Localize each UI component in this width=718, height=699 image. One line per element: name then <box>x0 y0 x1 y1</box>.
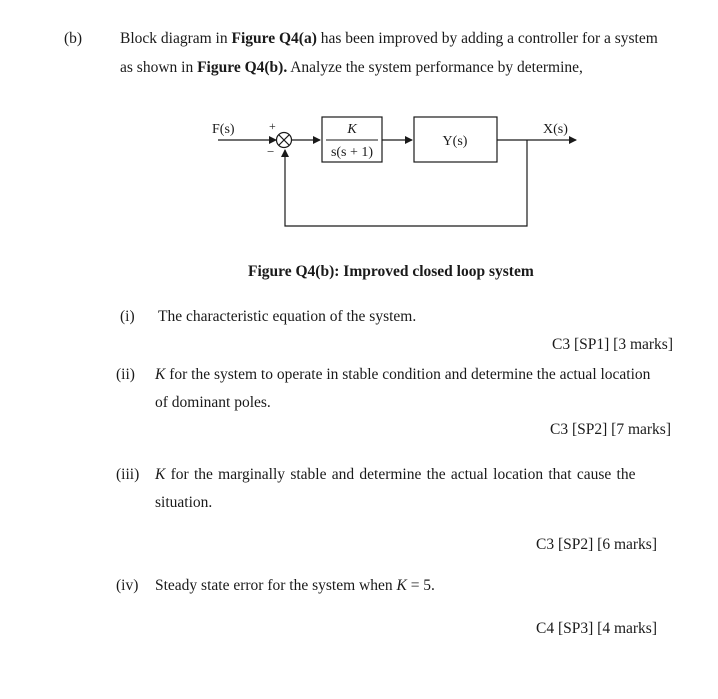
output-label: X(s) <box>543 122 568 137</box>
input-label: F(s) <box>212 122 235 137</box>
intro-line-1: Block diagram in Figure Q4(a) has been improved by adding a controller for a system <box>120 30 658 47</box>
question-ii-number: (ii) <box>116 366 135 383</box>
question-i-text: The characteristic equation of the system. <box>158 308 417 325</box>
figure-caption: Figure Q4(b): Improved closed loop system <box>248 263 534 280</box>
question-iii-line-2: situation. <box>155 494 213 511</box>
question-iv-number: (iv) <box>116 577 139 594</box>
block-diagram <box>0 0 718 260</box>
question-iii-number: (iii) <box>116 466 140 483</box>
question-iv-marks: C4 [SP3] [4 marks] <box>536 620 657 637</box>
question-i-number: (i) <box>120 308 135 325</box>
question-iii-line-1: K for the marginally stable and determine the actual location that cause the <box>155 466 636 483</box>
question-ii-marks: C3 [SP2] [7 marks] <box>550 421 671 438</box>
question-i-marks: C3 [SP1] [3 marks] <box>552 336 673 353</box>
controller-numerator: K <box>347 122 357 137</box>
minus-sign: − <box>267 144 275 159</box>
plus-sign: + <box>269 119 276 133</box>
summing-junction <box>277 133 292 148</box>
plant-label: Y(s) <box>442 134 468 149</box>
question-ii-line-2: of dominant poles. <box>155 394 271 411</box>
question-iii-marks: C3 [SP2] [6 marks] <box>536 536 657 553</box>
question-iv-text: Steady state error for the system when K = 5. <box>155 577 435 594</box>
question-ii-line-1: K for the system to operate in stable condition and determine the actual location <box>155 366 651 383</box>
controller-denominator: s(s + 1) <box>330 145 374 160</box>
intro-line-2: as shown in Figure Q4(b). Analyze the system performance by determine, <box>120 59 583 76</box>
part-label: (b) <box>64 30 83 47</box>
